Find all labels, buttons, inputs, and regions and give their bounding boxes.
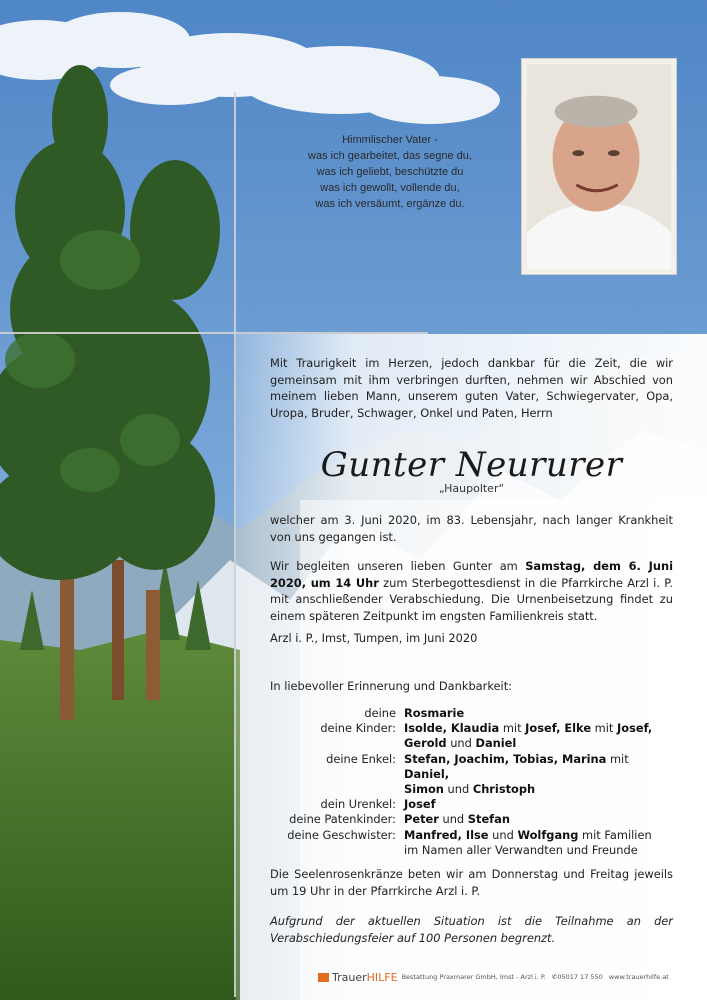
cross-vertical-line <box>234 92 236 997</box>
footer-company: Bestattung Praxmarer GmbH, Imst - Arzl i. P. <box>401 973 546 981</box>
trauerhilfe-logo[interactable] <box>332 971 398 984</box>
memory-intro: In liebevoller Erinnerung und Dankbarkeit: <box>270 679 513 693</box>
family-connector: und <box>488 827 518 842</box>
family-row-wife <box>270 706 673 721</box>
portrait-photo <box>521 58 677 275</box>
logo-accent-text: HILFE <box>366 970 398 984</box>
family-relation: deine Kinder: <box>320 721 396 736</box>
family-connector: und <box>438 812 468 827</box>
family-name: Daniel, <box>404 766 450 781</box>
family-relation: deine Patenkinder: <box>289 812 396 827</box>
family-relation: deine Geschwister: <box>287 827 396 842</box>
family-relation: dein Urenkel: <box>320 797 396 812</box>
poem-line: was ich versäumt, ergänze du. <box>315 198 465 210</box>
family-connector: und <box>443 782 473 797</box>
family-names <box>404 797 673 812</box>
poem-line: was ich gewollt, vollende du, <box>320 182 460 194</box>
poem-line: was ich gearbeitet, das segne du, <box>308 150 472 162</box>
trauerhilfe-logo-icon <box>318 973 329 982</box>
family-connector: mit <box>591 721 618 736</box>
logo-main-text: Trauer <box>332 970 367 984</box>
family-connector: mit <box>499 721 526 736</box>
family-relation: deine <box>364 706 396 720</box>
family-row-godchildren <box>270 812 673 827</box>
intro-text: Mit Traurigkeit im Herzen, jedoch dankbar für die Zeit, die wir gemeinsam mit ihm verbringen durften, nehmen wir Abschied von meinem lieben Mann, unserem guten Vater, Schwiegervater, Opa, Uropa, Bruder, Schwager, Onkel und Paten, Herrn <box>270 356 673 420</box>
family-name: Rosmarie <box>404 706 465 720</box>
family-connector: mit <box>606 751 629 766</box>
family-names <box>404 752 673 798</box>
family-row-siblings <box>270 828 673 858</box>
phone-icon: ✆ <box>551 973 558 981</box>
family-name: Wolfgang <box>517 827 579 842</box>
attendance-notice: Aufgrund der aktuellen Situation ist die Teilnahme an der Verabschiedungsfeier auf 100 Personen begrenzt. <box>270 914 673 945</box>
family-name: Gerold <box>404 736 447 751</box>
family-connector: und <box>446 736 476 751</box>
family-name: Manfred, Ilse <box>404 827 489 842</box>
family-name: Josef <box>404 797 436 812</box>
family-name: Josef, <box>617 721 653 736</box>
rosary-text: Die Seelenrosenkränze beten wir am Donnerstag und Freitag jeweils um 19 Uhr in der Pfarrkirche Arzl i. P. <box>270 867 673 898</box>
family-name: Peter <box>404 812 439 827</box>
place-date: Arzl i. P., Imst, Tumpen, im Juni 2020 <box>270 631 478 645</box>
deceased-name: Gunter Neururer <box>320 445 623 485</box>
family-list <box>270 706 673 858</box>
poem-line: Himmlischer Vater - <box>342 134 438 146</box>
portrait-image <box>527 64 671 269</box>
family-names <box>404 706 673 721</box>
deceased-nickname: „Haupolter“ <box>438 482 505 495</box>
family-name: Stefan, Joachim, Tobias, Marina <box>404 751 607 766</box>
family-name: Simon <box>404 782 444 797</box>
footer-website[interactable]: www.trauerhilfe.at <box>608 973 669 981</box>
funeral-date: Samstag, dem 6. Juni 2020, um 14 Uhr <box>270 559 673 590</box>
family-names <box>404 828 673 858</box>
cross-horizontal-line <box>0 332 428 334</box>
funeral-text <box>270 558 673 624</box>
family-name: Isolde, Klaudia <box>404 721 500 736</box>
footer <box>318 969 678 985</box>
family-connector: mit Familien <box>578 827 652 842</box>
poem <box>270 132 510 212</box>
family-name: Josef, Elke <box>525 721 592 736</box>
family-relation: deine Enkel: <box>326 751 396 766</box>
family-name: Christoph <box>472 782 536 797</box>
family-row-grandchildren <box>270 752 673 798</box>
family-names <box>404 721 673 751</box>
family-row-greatgrandchild <box>270 797 673 812</box>
funeral-text-post: zum Sterbegottesdienst in die Pfarrkirche Arzl i. P. mit anschließender Verabschiedung. Die Urnenbeisetzung findet zu einem späteren Zeitpunkt im engsten Familienkreis statt. <box>270 575 673 623</box>
funeral-text-pre: Wir begleiten unseren lieben Gunter am <box>270 559 526 573</box>
death-text: welcher am 3. Juni 2020, im 83. Lebensjahr, nach langer Krankheit von uns gegangen ist. <box>270 513 673 544</box>
family-row-children <box>270 721 673 751</box>
family-name: Stefan <box>467 812 510 827</box>
family-note: im Namen aller Verwandten und Freunde <box>404 842 638 857</box>
poem-line: was ich geliebt, beschützte du <box>316 166 464 178</box>
family-names <box>404 812 673 827</box>
family-name: Daniel <box>475 736 517 751</box>
footer-phone[interactable]: 05017 17 550 <box>557 973 603 981</box>
